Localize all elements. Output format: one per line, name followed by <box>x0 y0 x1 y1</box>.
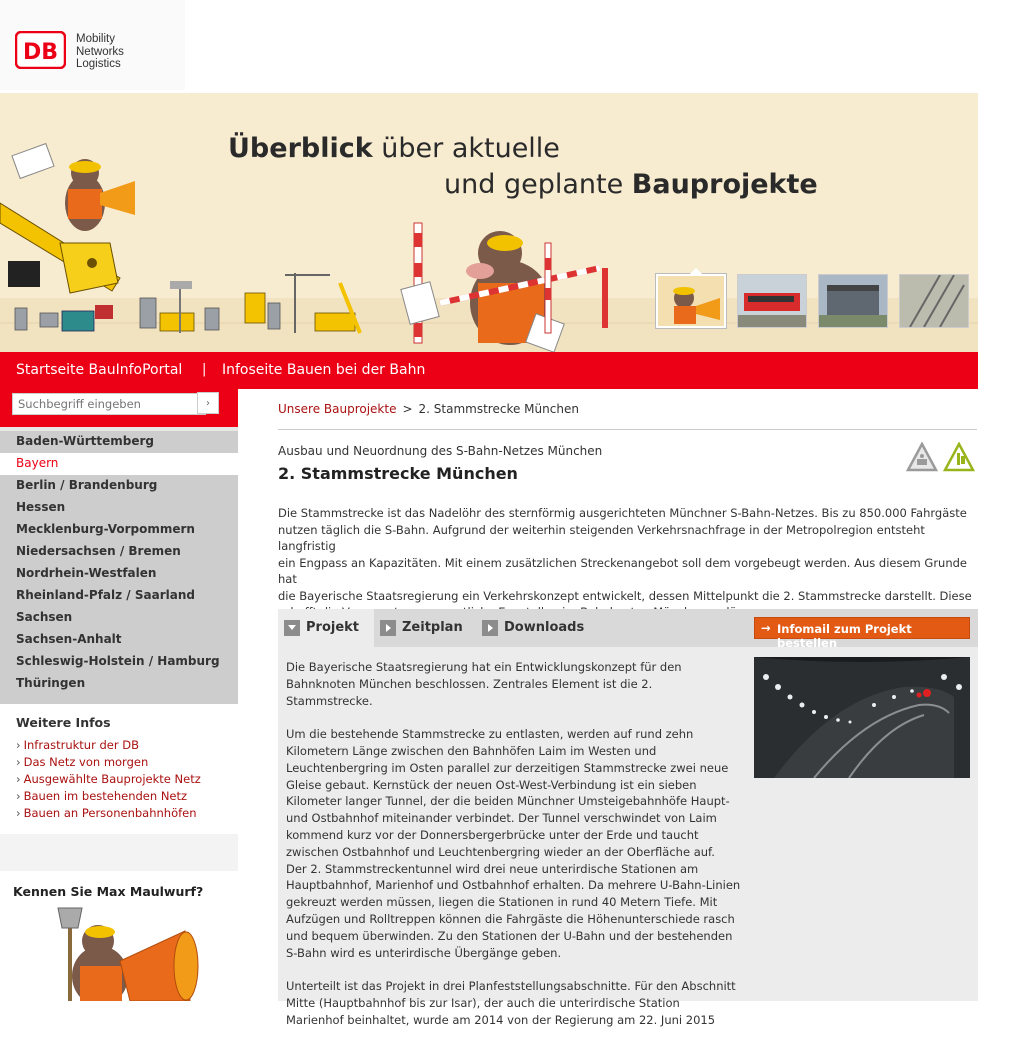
worker-warning-icon <box>943 442 975 472</box>
search-submit-button[interactable] <box>197 392 219 414</box>
project-description: Die Bayerische Staatsregierung hat ein Entwicklungskonzept für den Bahnknoten München beschlossen. Zentrales Element ist die 2. Stammstrecke. Um die bestehende Stammstrecke zu entlasten, werden auf rund zehn Kilometern Länge zwischen den Bahnhöfen Laim im Westen und Leuchtenbergring im Osten parallel zur derzeitigen Stammstrecke zwei neue Gleise gebaut. Kernstück der neuen Ost-West-Verbindung ist ein sieben Kilometer langer Tunnel, der die beiden Münchner Umsteigebahnhöfe Haupt- und Ostbahnhof miteinander verbindet. Der Tunnel verschwindet von Laim kommend kurz vor der Donnersbergerbrücke unter der Erde und taucht zwischen Ostbahnhof und Leuchtenbergring wieder an der Oberfläche auf. Der 2. Stammstreckentunnel wird drei neue unterirdische Stationen am Hauptbahnhof, Marienhof und Ostbahnhof erhalten. Da mehrere U-Bahn-Linien gekreuzt werden müssen, liegen die Stationen in rund 40 Metern Tiefe. Mit Aufzügen und Rolltreppen können die Fahrgäste die Höhenunterschiede rasch und bequem überwinden. Zu den Stationen der U-Bahn und der bestehenden S-Bahn wird es unterirdische Übergänge geben. Unterteilt ist das Projekt in drei Planfeststellungsabschnitte. Für den Abschnitt Mitte (Hauptbahnhof bis zur Isar), der auch die unterirdische Station Marienhof beinhaltet, wurde am 2014 von der Regierung am 22. Juni 2015 <box>286 660 741 1027</box>
arrow-right-icon: › <box>16 738 21 752</box>
region-item-hessen[interactable]: Hessen <box>16 500 66 514</box>
region-item-sachsen-anhalt[interactable]: Sachsen-Anhalt <box>16 632 122 646</box>
db-logo[interactable] <box>15 31 66 69</box>
tab-zeitplan[interactable]: Zeitplan <box>374 609 474 647</box>
chevron-down-icon <box>284 620 300 636</box>
max-maulwurf-illustration[interactable] <box>20 906 220 1001</box>
weitere-infos-title: Weitere Infos <box>16 715 111 730</box>
region-item-niedersachsen-bremen[interactable]: Niedersachsen / Bremen <box>16 544 181 558</box>
page-title: 2. Stammstrecke München <box>278 464 518 483</box>
construction-warning-icon <box>906 442 938 472</box>
region-list <box>0 431 238 704</box>
thumbnail-train[interactable] <box>737 274 807 328</box>
tagline-line: Mobility <box>76 33 115 45</box>
link-infrastruktur-der-db[interactable]: › Infrastruktur der DB <box>16 738 139 752</box>
thumbnail-station[interactable] <box>818 274 888 328</box>
arrow-right-icon: › <box>16 772 21 786</box>
station-thumbnail-image <box>819 275 887 327</box>
tunnel-photo[interactable] <box>754 657 970 778</box>
nav-separator: | <box>202 362 207 377</box>
breadcrumb-separator: > <box>402 402 413 416</box>
arrow-right-icon: › <box>16 755 21 769</box>
tab-downloads[interactable]: Downloads <box>476 609 586 647</box>
region-item-nordrhein-westfalen[interactable]: Nordrhein-Westfalen <box>16 566 157 580</box>
max-maulwurf-box <box>0 834 238 1001</box>
nav-startseite-bauinfoportal[interactable]: Startseite BauInfoPortal <box>16 362 183 378</box>
header-logo-area <box>0 0 185 90</box>
region-item-berlin-brandenburg[interactable]: Berlin / Brandenburg <box>16 478 158 492</box>
banner-headline-line2: und geplante Bauprojekte <box>444 169 818 200</box>
active-thumb-pointer <box>688 268 704 276</box>
train-thumbnail-image <box>738 275 806 327</box>
tab-projekt[interactable]: Projekt <box>278 609 374 647</box>
breadcrumb-current: 2. Stammstrecke München <box>418 402 579 416</box>
sidebar <box>0 389 238 1001</box>
region-item-sachsen[interactable]: Sachsen <box>16 610 73 624</box>
db-tagline <box>76 33 124 71</box>
breadcrumb <box>278 402 579 416</box>
link-ausgewaehlte-bauprojekte[interactable]: › Ausgewählte Bauprojekte Netz <box>16 772 201 786</box>
intro-text: Die Stammstrecke ist das Nadelöhr des sternförmig ausgerichteten Münchner S-Bahn-Netzes. Bis zu 850.000 Fahrgäste nutzen täglich die S-Bahn. Aufgrund der weiterhin steigenden Verkehrsnachfrage in der Metropolregion entsteht langfristig ein Engpass an Kapazitäten. Mit einem zusätzlichen Streckenangebot soll dem vorgebeugt werden. Aus diesem Grunde hat die Bayerische Staatsregierung ein Verkehrskonzept entwickelt, dessen Mittelpunkt die 2. Stammstrecke darstellt. Diese <box>278 506 972 603</box>
max-maulwurf-title: Kennen Sie Max Maulwurf? <box>13 884 204 899</box>
link-bauen-an-personenbahnhoefen[interactable]: › Bauen an Personenbahnhöfen <box>16 806 197 820</box>
weitere-infos-box <box>0 704 238 834</box>
page-subtitle: Ausbau und Neuordnung des S-Bahn-Netzes München <box>278 444 603 458</box>
chevron-right-icon <box>482 620 498 636</box>
arrow-right-icon: › <box>16 789 21 803</box>
tagline-line: Networks <box>76 45 124 58</box>
banner-headline-line1: Überblick über aktuelle <box>228 133 560 164</box>
infomail-subscribe-button[interactable]: → Infomail zum Projekt bestellen <box>754 617 970 639</box>
region-item-schleswig-holstein-hamburg[interactable]: Schleswig-Holstein / Hamburg <box>16 654 220 668</box>
breadcrumb-link-bauprojekte[interactable]: Unsere Bauprojekte <box>278 402 397 416</box>
link-bauen-im-bestehenden-netz[interactable]: › Bauen im bestehenden Netz <box>16 789 188 803</box>
thumbnail-mole[interactable] <box>656 274 726 328</box>
region-item-bayern[interactable]: Bayern <box>0 453 238 475</box>
region-item-thueringen[interactable]: Thüringen <box>16 676 86 690</box>
chevron-right-icon <box>380 620 396 636</box>
region-item-mecklenburg-vorpommern[interactable]: Mecklenburg-Vorpommern <box>16 522 195 536</box>
region-item-rheinland-pfalz-saarland[interactable]: Rheinland-Pfalz / Saarland <box>16 588 195 602</box>
link-das-netz-von-morgen[interactable]: › Das Netz von morgen <box>16 755 149 769</box>
search-bar <box>0 389 238 427</box>
tab-bar <box>278 609 978 650</box>
arrow-right-icon: → <box>761 621 771 635</box>
nav-infoseite-bauen[interactable]: Infoseite Bauen bei der Bahn <box>222 362 426 378</box>
chevron-right-icon: › <box>206 397 210 409</box>
arrow-right-icon: › <box>16 806 21 820</box>
breadcrumb-divider <box>278 429 977 430</box>
hero-banner <box>0 93 978 352</box>
search-input[interactable] <box>12 393 206 415</box>
main-navigation <box>0 352 978 389</box>
tracks-thumbnail-image <box>900 275 968 327</box>
db-logo-text: DB <box>22 40 59 65</box>
region-item-baden-wuerttemberg[interactable]: Baden-Württemberg <box>16 434 155 448</box>
thumbnail-tracks[interactable] <box>899 274 969 328</box>
project-tabs-panel <box>278 609 978 1027</box>
mole-thumbnail-image <box>658 276 724 326</box>
tagline-line: Logistics <box>76 58 121 70</box>
